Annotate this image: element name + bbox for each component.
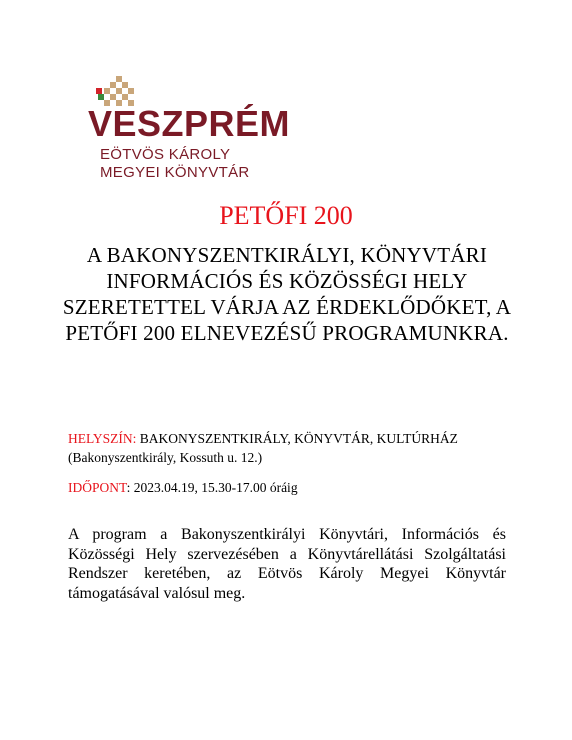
- logo-subtitle-line-2: MEGYEI KÖNYVTÁR: [100, 164, 250, 181]
- logo-subtitle-line-1: EÖTVÖS KÁROLY: [100, 146, 231, 163]
- time-value: : 2023.04.19, 15.30-17.00 óráig: [126, 480, 298, 495]
- logo-wordmark: VESZPRÉM: [88, 103, 291, 144]
- location-label: HELYSZÍN:: [68, 431, 137, 446]
- program-description: A program a Bakonyszentkirályi Könyvtári, Információs és Közösségi Hely szervezésében a Könyvtárellátási Szolgáltatási Rendszer keretében, az Eötvös Károly Megyei Könyvtár támogatásával valósul meg.: [68, 526, 506, 602]
- event-title: PETŐFI 200: [219, 201, 353, 230]
- time-label: IDŐPONT: [68, 480, 127, 495]
- time-line: [68, 479, 528, 497]
- location-value: BAKONYSZENTKIRÁLY, KÖNYVTÁR, KULTÚRHÁZ: [136, 431, 458, 446]
- location-line: [68, 430, 528, 448]
- invitation-headline: A BAKONYSZENTKIRÁLYI, KÖNYVTÁRI INFORMÁCIÓS ÉS KÖZÖSSÉGI HELY SZERETETTEL VÁRJA AZ ÉRDEKLŐDŐKET, A PETŐFI 200 ELNEVEZÉSŰ PROGRAMUNKRA.: [62, 243, 512, 345]
- address-line: (Bakonyszentkirály, Kossuth u. 12.): [68, 450, 263, 465]
